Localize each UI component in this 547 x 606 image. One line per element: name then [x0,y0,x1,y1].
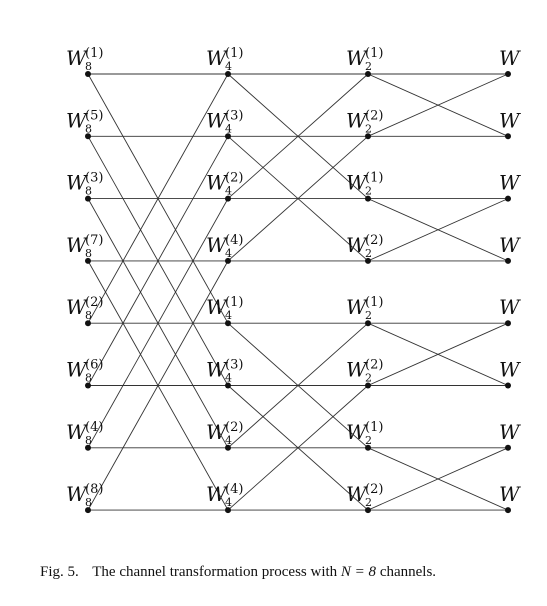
node-col3-row4 [505,320,511,326]
label-subscript: 8 [85,184,92,198]
node-dots [85,71,511,513]
label-col2-row0 [346,46,383,73]
label-subscript: 4 [225,371,232,385]
label-superscript: (3) [225,108,244,124]
label-col3-row5 [499,358,521,382]
label-base: W [66,46,87,70]
label-subscript: 8 [85,122,92,136]
label-base: W [499,108,520,133]
label-base: W [499,419,520,444]
label-col0-row2 [66,171,103,198]
label-subscript: 4 [225,496,232,510]
label-base: W [206,482,227,507]
label-subscript: 2 [365,122,372,136]
label-col3-row0 [499,46,521,70]
label-subscript: 8 [85,246,92,260]
label-col0-row0 [66,46,103,73]
label-superscript: (3) [225,357,244,373]
label-col2-row4 [346,295,383,322]
label-base: W [206,170,227,195]
label-subscript: 4 [225,433,232,447]
label-col0-row3 [66,233,103,260]
label-superscript: (2) [365,108,384,124]
label-base: W [499,357,520,382]
label-subscript: 4 [225,184,232,198]
label-superscript: (2) [365,357,384,373]
label-base: W [499,170,520,195]
label-subscript: 8 [85,309,92,323]
label-base: W [499,46,520,70]
label-superscript: (2) [365,482,384,498]
label-subscript: 2 [365,496,372,510]
label-base: W [346,357,367,382]
label-base: W [499,232,520,257]
label-base: W [346,482,367,507]
label-col2-row2 [346,171,383,198]
label-col1-row2 [206,171,243,198]
figure-caption [40,564,436,581]
label-subscript: 8 [85,496,92,510]
node-col3-row7 [505,507,511,513]
label-base: W [66,108,87,133]
label-superscript: (1) [365,295,384,311]
label-superscript: (1) [365,170,384,186]
caption-text-before: The channel transformation process with [92,564,341,580]
label-superscript: (7) [85,232,104,248]
label-col1-row4 [206,295,243,322]
node-col3-row1 [505,133,511,139]
label-base: W [346,108,367,133]
label-superscript: (2) [365,232,384,248]
label-base: W [346,46,367,70]
label-col1-row0 [206,46,243,73]
label-col3-row4 [499,295,521,319]
node-col3-row6 [505,445,511,451]
label-subscript: 4 [225,246,232,260]
label-col1-row7 [206,482,243,509]
label-base: W [499,482,520,507]
label-base: W [66,170,87,195]
label-subscript: 8 [85,371,92,385]
label-superscript: (1) [225,46,244,61]
label-col1-row5 [206,358,243,385]
node-col3-row3 [505,258,511,264]
label-col3-row7 [499,482,521,506]
label-col0-row4 [66,295,103,322]
label-superscript: (4) [225,482,244,498]
label-col0-row6 [66,420,103,447]
label-base: W [346,295,367,320]
label-subscript: 4 [225,309,232,323]
label-col1-row1 [206,108,243,135]
label-base: W [499,295,520,320]
label-col0-row5 [66,358,103,385]
label-superscript: (1) [365,46,384,61]
label-base: W [66,357,87,382]
label-superscript: (2) [85,295,104,311]
label-col2-row6 [346,420,383,447]
node-col3-row2 [505,196,511,202]
label-subscript: 2 [365,309,372,323]
label-subscript: 2 [365,433,372,447]
label-base: W [206,108,227,133]
label-col3-row1 [499,108,521,132]
label-base: W [206,295,227,320]
label-col0-row7 [66,482,103,509]
label-base: W [66,295,87,320]
label-superscript: (8) [85,482,104,498]
label-superscript: (4) [85,419,104,435]
figure-number: Fig. 5. [40,564,79,580]
caption-math: N = 8 [340,564,377,580]
label-base: W [66,419,87,444]
label-col1-row3 [206,233,243,260]
label-subscript: 2 [365,60,372,73]
label-col2-row7 [346,482,383,509]
node-labels [66,46,521,509]
label-subscript: 8 [85,433,92,447]
label-subscript: 2 [365,246,372,260]
label-base: W [66,482,87,507]
label-superscript: (4) [225,232,244,248]
label-superscript: (3) [85,170,104,186]
label-col3-row3 [499,233,521,257]
label-subscript: 8 [85,60,92,73]
label-superscript: (2) [225,419,244,435]
label-base: W [206,46,227,70]
label-subscript: 4 [225,60,232,73]
label-col0-row1 [66,108,103,135]
label-base: W [206,357,227,382]
label-base: W [206,419,227,444]
connection-lines [88,74,508,510]
label-base: W [206,232,227,257]
label-col2-row1 [346,108,383,135]
label-col1-row6 [206,420,243,447]
label-superscript: (5) [85,108,104,124]
label-superscript: (2) [225,170,244,186]
node-col3-row0 [505,71,511,77]
label-superscript: (1) [365,419,384,435]
label-base: W [346,170,367,195]
label-col3-row2 [499,171,521,195]
label-subscript: 2 [365,184,372,198]
label-col3-row6 [499,420,521,444]
label-base: W [346,419,367,444]
label-base: W [66,232,87,257]
caption-text-after: channels. [376,564,437,580]
label-superscript: (1) [85,46,104,61]
label-base: W [346,232,367,257]
label-superscript: (1) [225,295,244,311]
label-subscript: 4 [225,122,232,136]
label-subscript: 2 [365,371,372,385]
label-col2-row3 [346,233,383,260]
label-superscript: (6) [85,357,104,373]
node-col3-row5 [505,383,511,389]
label-col2-row5 [346,358,383,385]
